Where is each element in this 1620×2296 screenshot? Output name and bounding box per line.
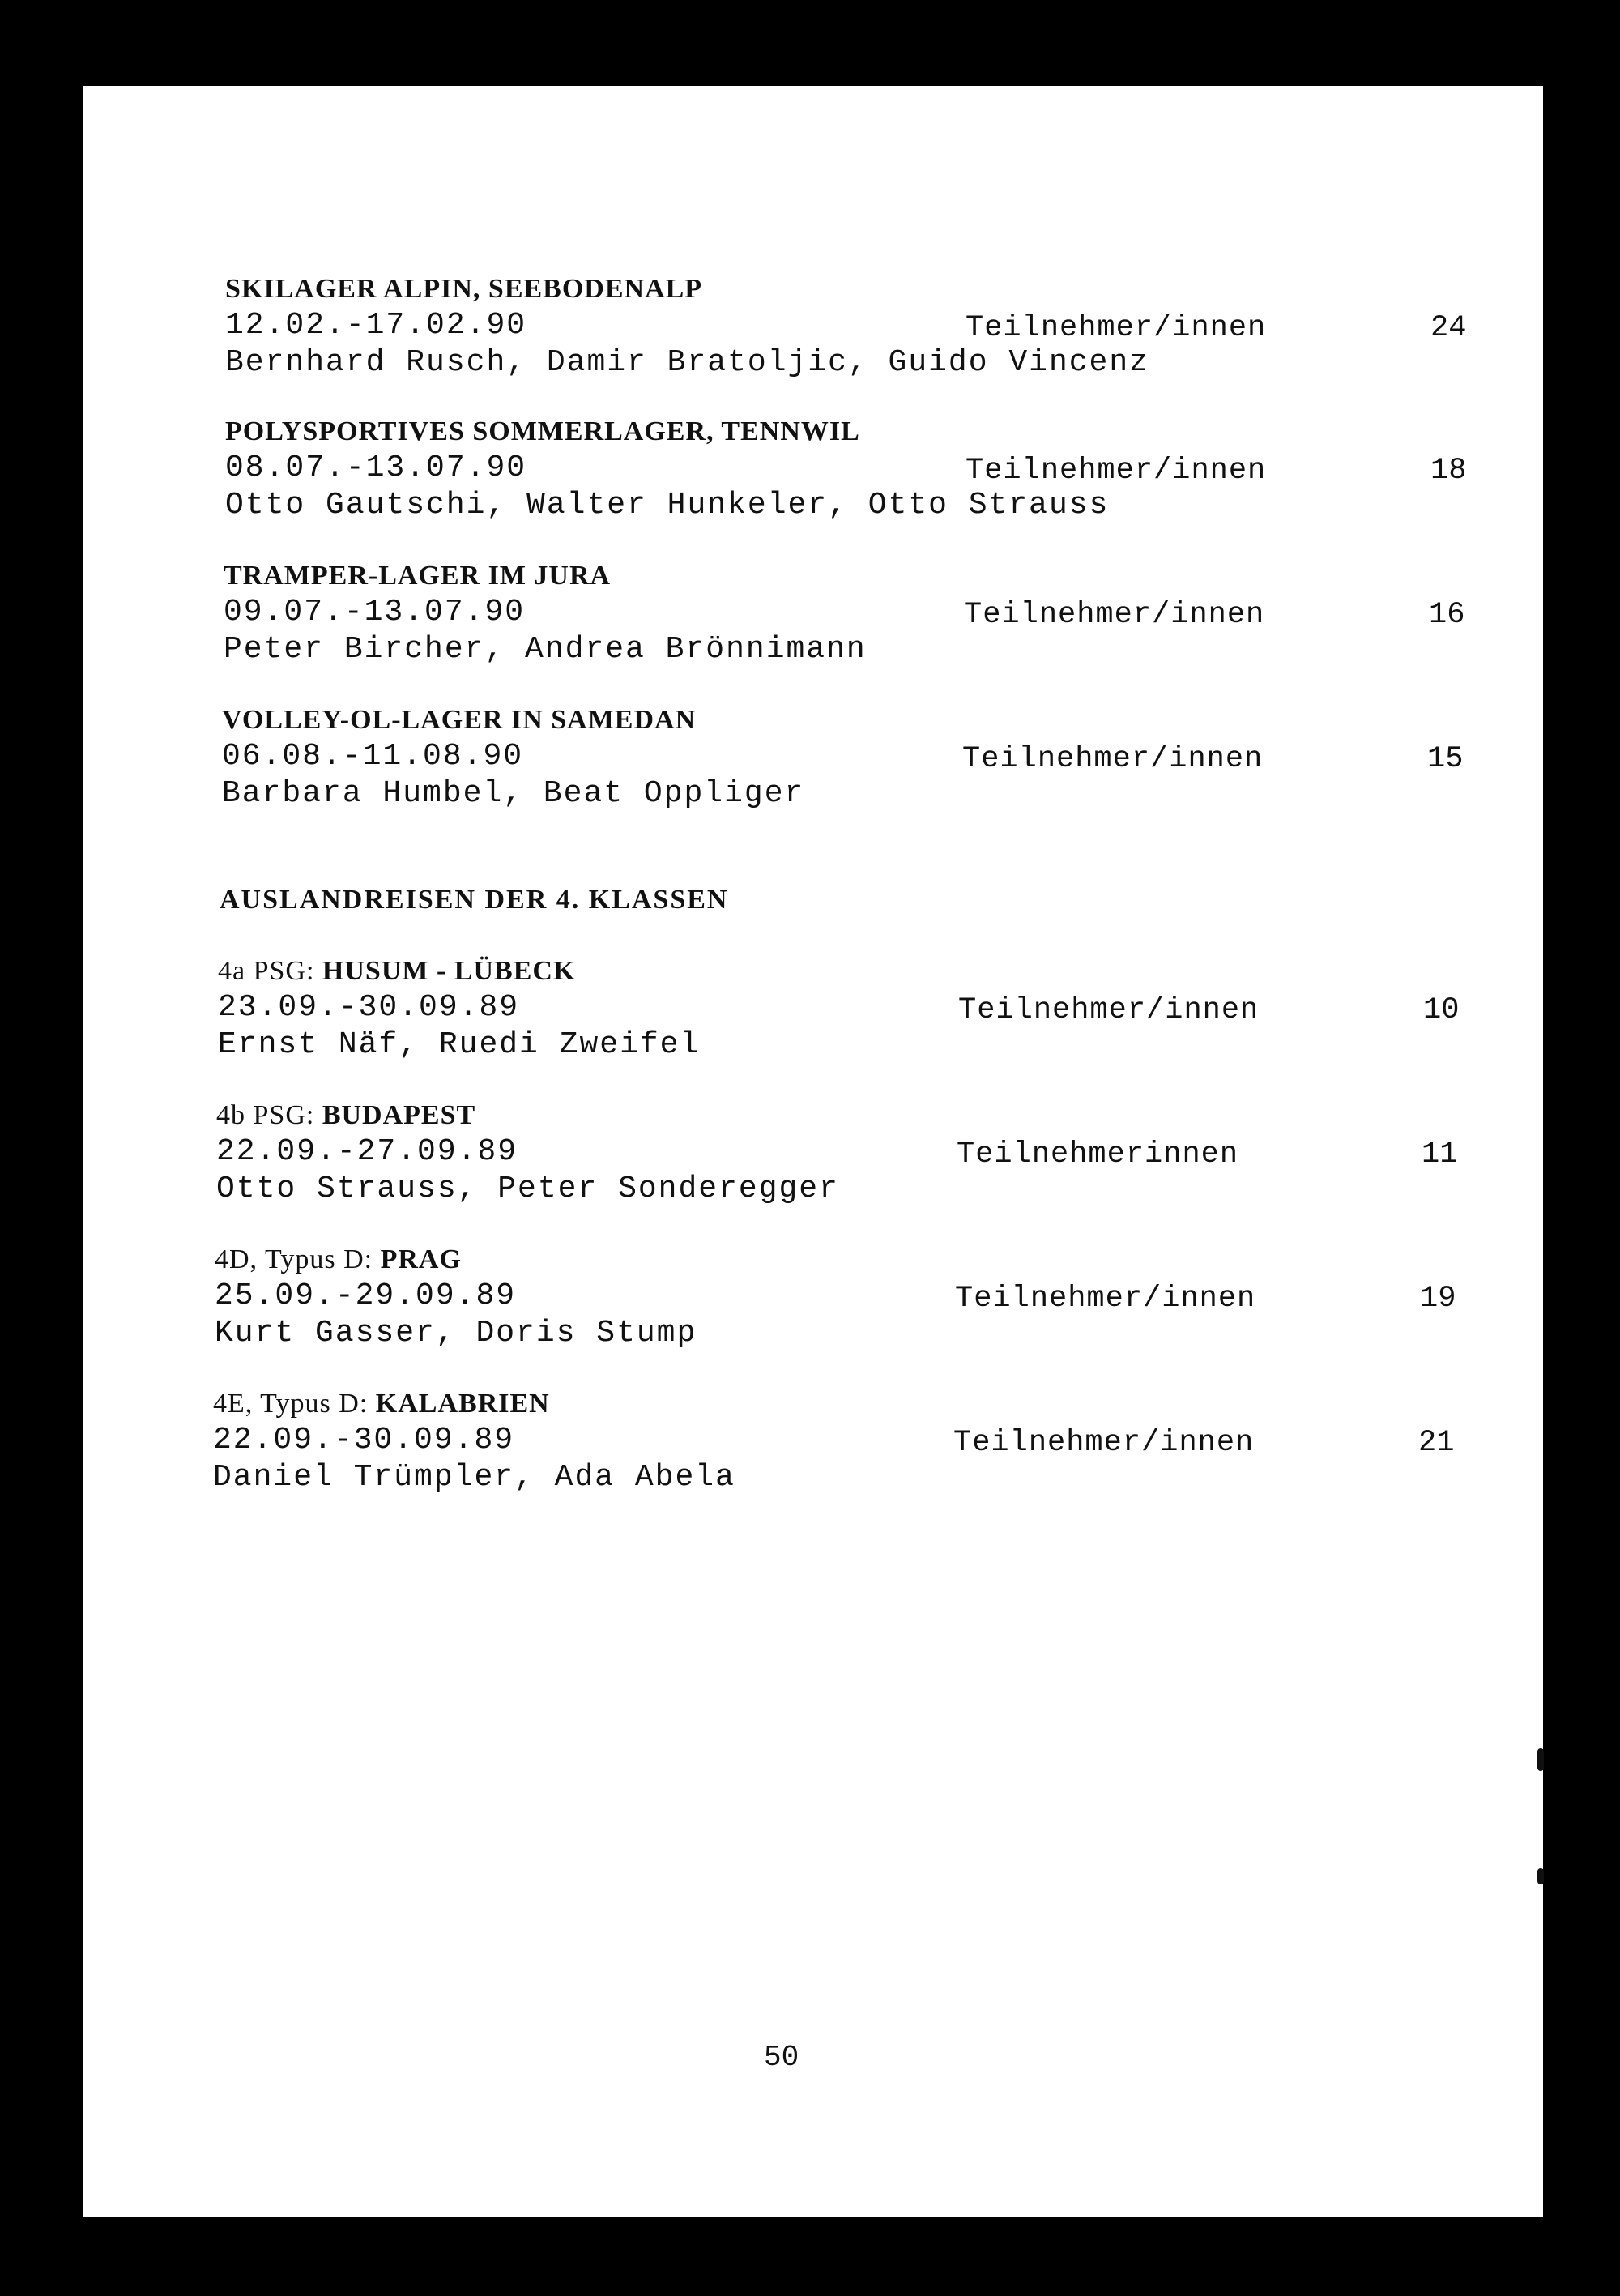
entry-people: Barbara Humbel, Beat Oppliger — [222, 776, 805, 811]
entry-dates: 22.09.-30.09.89 — [213, 1423, 515, 1457]
entry-dates: 25.09.-29.09.89 — [215, 1278, 517, 1313]
trip-entry-kalabrien — [213, 1389, 1620, 1494]
entry-role: Teilnehmer/innen — [955, 1282, 1256, 1316]
trip-entry-husum — [218, 956, 1620, 1061]
entry-title: 4b PSG: BUDAPEST — [216, 1100, 476, 1130]
camp-entry-volley — [222, 705, 1620, 810]
scan-speck — [1537, 1748, 1544, 1771]
camp-entry-tramper — [224, 561, 1620, 666]
entry-title: 4a PSG: HUSUM - LÜBECK — [218, 956, 576, 986]
scan-speck — [1537, 1868, 1544, 1884]
entry-count: 16 — [1429, 598, 1465, 632]
entry-people: Otto Gautschi, Walter Hunkeler, Otto Strauss — [225, 488, 1110, 523]
entry-people: Kurt Gasser, Doris Stump — [215, 1316, 697, 1351]
entry-count: 24 — [1430, 311, 1467, 345]
page-number: 50 — [764, 2041, 799, 2074]
entry-dates: 23.09.-30.09.89 — [218, 990, 520, 1025]
entry-count: 10 — [1423, 993, 1460, 1027]
entry-dates: 22.09.-27.09.89 — [216, 1134, 518, 1169]
entry-title: 4D, Typus D: PRAG — [215, 1244, 462, 1274]
entry-title: 4E, Typus D: KALABRIEN — [213, 1389, 550, 1419]
entry-role: Teilnehmer/innen — [964, 598, 1265, 632]
entry-people: Bernhard Rusch, Damir Bratoljic, Guido Vincenz — [225, 345, 1149, 380]
entry-count: 15 — [1427, 742, 1464, 776]
entry-dates: 09.07.-13.07.90 — [224, 595, 526, 629]
entry-dates: 08.07.-13.07.90 — [225, 450, 527, 485]
entry-count: 21 — [1418, 1426, 1455, 1460]
trip-entry-budapest — [216, 1100, 1620, 1206]
entry-people: Peter Bircher, Andrea Brönnimann — [224, 632, 867, 667]
entry-title: POLYSPORTIVES SOMMERLAGER, TENNWIL — [225, 416, 860, 446]
entry-count: 19 — [1420, 1282, 1456, 1316]
camp-entry-sommerlager — [225, 416, 1620, 522]
entry-role: Teilnehmer/innen — [966, 454, 1267, 488]
entry-dates: 12.02.-17.02.90 — [225, 308, 527, 343]
entry-people: Otto Strauss, Peter Sonderegger — [216, 1171, 839, 1206]
entry-people: Ernst Näf, Ruedi Zweifel — [218, 1027, 701, 1062]
entry-dates: 06.08.-11.08.90 — [222, 739, 524, 774]
entry-title: TRAMPER-LAGER IM JURA — [224, 561, 612, 591]
camp-entry-skilager — [225, 274, 1620, 379]
entry-title: SKILAGER ALPIN, SEEBODENALP — [225, 274, 703, 304]
entry-count: 18 — [1430, 454, 1467, 488]
section-heading: AUSLANDREISEN DER 4. KLASSEN — [220, 885, 729, 915]
entry-role: Teilnehmer/innen — [966, 311, 1267, 345]
entry-people: Daniel Trümpler, Ada Abela — [213, 1460, 735, 1495]
document-page — [83, 86, 1543, 2217]
entry-title: VOLLEY-OL-LAGER IN SAMEDAN — [222, 705, 697, 735]
entry-role: Teilnehmer/innen — [962, 742, 1264, 776]
entry-role: Teilnehmer/innen — [958, 993, 1260, 1027]
entry-role: Teilnehmer/innen — [953, 1426, 1255, 1460]
entry-role: Teilnehmerinnen — [957, 1137, 1239, 1171]
entry-count: 11 — [1422, 1137, 1458, 1171]
trip-entry-prag — [215, 1244, 1620, 1350]
